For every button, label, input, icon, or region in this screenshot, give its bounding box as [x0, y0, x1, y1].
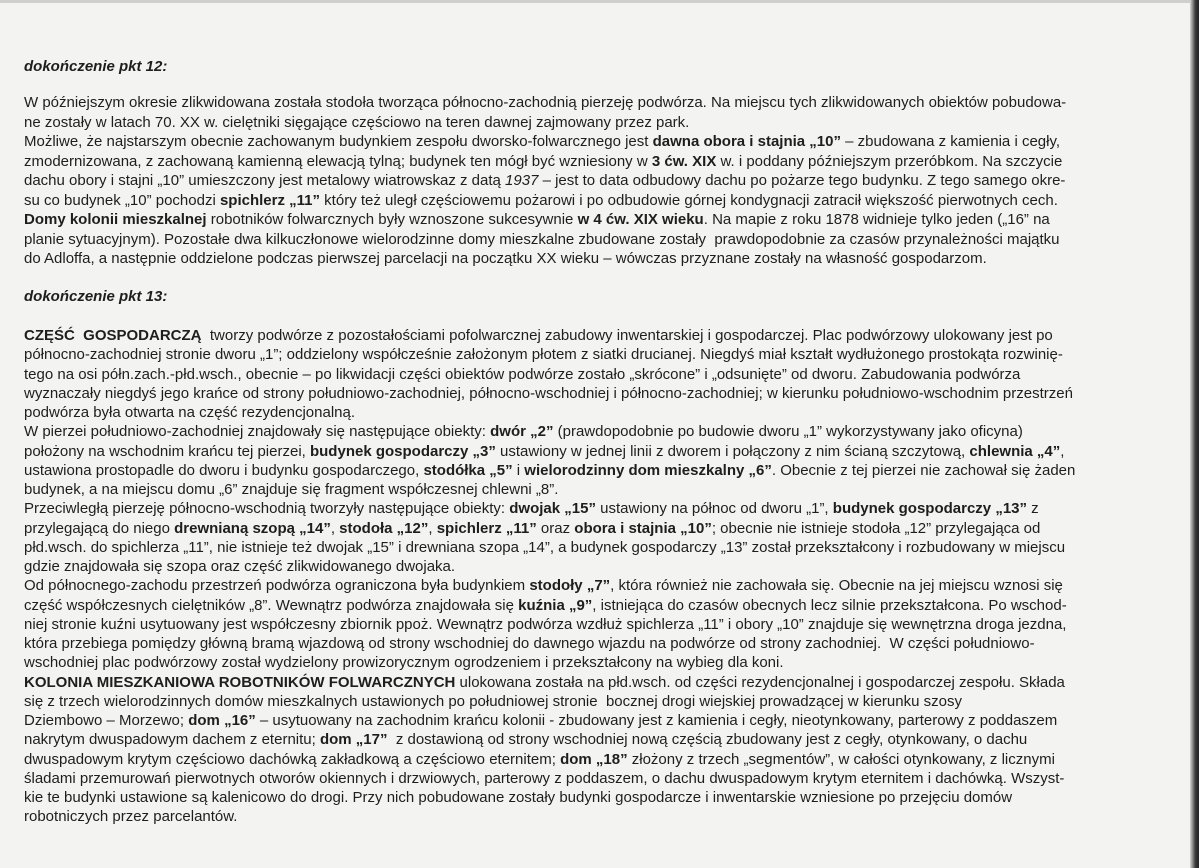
text-segment: planie sytuacyjnym). Pozostałe dwa kilkuczłonowe wielorodzinne domy mieszkalne zbudowane zostały prawdopodobnie za czasów przynależności majątku — [24, 230, 1060, 248]
text-line — [24, 93, 1184, 113]
text-segment: , — [330, 519, 340, 537]
text-line — [24, 788, 1184, 807]
text-segment: . Na mapie z roku 1878 widnieje tylko jeden („16” na — [703, 211, 1050, 228]
text-line — [24, 576, 1184, 595]
text-line — [24, 615, 1184, 634]
text-segment: do Adloffa, a następnie oddzielone podczas pierwszej parcelacji na początku XX wieku – wówczas przyznane zostały na własność gospodarzom. — [24, 250, 987, 267]
bold-text: wielorodzinny dom mieszkalny „6” — [524, 461, 772, 479]
bold-text: budynek gospodarczy „3” — [309, 442, 496, 460]
bold-text: stodoły „7” — [529, 577, 611, 595]
scan-edge-right — [1190, 0, 1199, 868]
text-line — [24, 171, 1184, 191]
text-line — [24, 210, 1184, 230]
text-line — [24, 422, 1184, 441]
text-segment: nakrytym dwuspadowym dachem z eternitu; — [24, 731, 320, 749]
bold-text: w 4 ćw. XIX wieku — [577, 211, 704, 228]
text-line — [24, 345, 1184, 364]
text-segment: ustawiony na północ od dworu „1”, — [595, 500, 833, 518]
bold-text: kuźnia „9” — [518, 596, 593, 614]
bold-text: drewnianą szopą „14” — [174, 519, 331, 537]
text-line — [24, 403, 1184, 422]
text-line — [24, 711, 1184, 730]
text-line — [24, 480, 1184, 499]
bold-text: budynek gospodarczy „13” — [832, 500, 1027, 518]
bold-text: Domy kolonii mieszkalnej — [24, 211, 207, 228]
text-segment: w. i poddany późniejszym przeróbkom. Na szczycie — [716, 152, 1063, 170]
section-body-pkt-12 — [24, 93, 1184, 269]
text-line — [24, 769, 1184, 788]
text-line — [24, 538, 1184, 557]
text-segment: Przeciwległą pierzeję północno-wschodnią tworzyły następujące obiekty: — [24, 500, 510, 518]
text-segment: która przebiega pomiędzy główną bramą wjazdową od strony wschodniej do dawnego wjazdu na podwórze od strony zachodniej. W części południowo- — [24, 635, 1035, 652]
text-segment: niej stronie kuźni usytuowany jest współczesny zbiornik ppoż. Wewnątrz podwórza wzdłuż spichlerza „11” i obory „10” znajduje się wewnętrzna droga jezdna, — [24, 615, 1067, 633]
bold-text: spichlerz „11” — [436, 519, 537, 537]
italic-text: 1937 — [505, 172, 539, 189]
text-segment: Możliwe, że najstarszym obecnie zachowanym budynkiem zespołu dworsko-folwarcznego jest — [24, 133, 653, 150]
text-segment: Dziembowo – Morzewo; — [24, 712, 189, 729]
text-segment: – jest to data odbudowy dachu po pożarze tego budynku. Z tego samego okre- — [538, 172, 1066, 189]
text-line — [24, 191, 1184, 211]
bold-text: CZĘŚĆ GOSPODARCZĄ — [24, 327, 202, 344]
bold-text: spichlerz „11” — [219, 191, 321, 209]
text-segment: który też uległ częściowemu pożarowi i po odbudowie górnej kondygnacji zatracił większość pierwotnych cech. — [320, 191, 1058, 209]
text-segment: Od północnego-zachodu przestrzeń podwórza ograniczona była budynkiem — [24, 577, 530, 595]
text-segment: płd.wsch. do spichlerza „11”, nie istnieje też dwojak „15” i drewniana szopa „14”, a budynek gospodarczy „13” został przekształcony i rozbudowany w miejscu — [24, 538, 1066, 556]
text-segment: . Obecnie z tej pierzei nie zachował się żaden — [771, 461, 1076, 479]
text-segment: złożony z trzech „segmentów”, w całości otynkowany, z licznymi — [627, 750, 1055, 768]
text-line — [24, 499, 1184, 518]
text-segment: przylegającą do niego — [24, 519, 175, 537]
bold-text: chlewnia „4” — [969, 442, 1061, 460]
text-line — [24, 113, 1184, 133]
text-line — [24, 692, 1184, 711]
text-line — [24, 384, 1184, 403]
text-segment: zmodernizowana, z zachowaną kamienną elewacją tylną; budynek ten mógł być wzniesiony w — [24, 152, 652, 170]
bold-text: stodółka „5” — [423, 461, 513, 479]
text-segment: się z trzech wielorodzinnych domów mieszkalnych ustawionych po południowej stronie bocznej drogi wiejskiej prowadzącej w kierunku szosy — [24, 692, 962, 710]
text-segment: – usytuowany na zachodnim krańcu kolonii - zbudowany jest z kamienia i cegły, nieotynkowany, parterowy z poddaszem — [255, 712, 1058, 729]
section-heading-pkt-13: dokończenie pkt 13: — [24, 288, 168, 305]
bold-text: 3 ćw. XIX — [651, 152, 717, 170]
text-segment: robotników folwarcznych były wznoszone sukcesywnie — [206, 211, 578, 228]
text-segment: , istniejąca do czasów obecnych lecz silnie przekształcona. Po wschod- — [592, 596, 1067, 614]
bold-text: dom „18” — [560, 750, 628, 768]
section-heading-pkt-12: dokończenie pkt 12: — [24, 58, 168, 75]
text-segment: położony na wschodnim krańcu tej pierzei, — [24, 442, 310, 460]
scan-edge-top — [0, 0, 1199, 3]
text-segment: i — [512, 461, 525, 479]
text-line — [24, 730, 1184, 749]
text-segment: oraz — [536, 519, 575, 537]
text-segment: wyznaczały niegdyś jego krańce od strony południowo-zachodniej, północno-wschodniej i północno-zachodniej; w kierunku południowo-wschodnim przestrzeń — [24, 384, 1073, 402]
section-body-pkt-13 — [24, 326, 1184, 827]
text-segment: tego na osi półn.zach.-płd.wsch., obecnie – po likwidacji części obiektów podwórze zostało „skrócone” i „odsunięte” od dworu. Zabudowania podwórza — [24, 365, 1021, 383]
bold-text: dom „17” — [319, 731, 388, 749]
text-segment: z dostawioną od strony wschodniej nową częścią zbudowany jest z cegły, otynkowany, o dachu — [387, 731, 1028, 749]
text-line — [24, 230, 1184, 250]
text-segment: , — [428, 519, 437, 537]
text-line — [24, 326, 1184, 345]
bold-text: KOLONIA MIESZKANIOWA ROBOTNIKÓW FOLWARCZNYCH — [24, 673, 456, 691]
text-segment: – zbudowana z kamienia i cegły, — [841, 133, 1061, 150]
text-segment: śladami przemurowań pierwotnych otworów okiennych i drzwiowych, parterowy z poddaszem, o dachu dwuspadowym krytym eternitem i dachówką. Wszyst- — [24, 769, 1065, 787]
text-segment: ; obecnie nie istnieje stodoła „12” przylegająca od — [711, 519, 1041, 537]
bold-text: dawna obora i stajnia „10” — [652, 133, 841, 150]
text-segment: budynek, a na miejscu domu „6” znajduje się fragment współczesnej chlewni „8”. — [24, 481, 559, 498]
text-segment: robotniczych przez parcelantów. — [24, 808, 238, 826]
bold-text: stodoła „12” — [339, 519, 429, 537]
bold-text: obora i stajnia „10” — [574, 519, 712, 537]
text-line — [24, 634, 1184, 653]
text-line — [24, 132, 1184, 152]
text-segment: ne zostały w latach 70. XX w. cielętniki sięgające częściowo na teren dawnej zajmowany przez park. — [24, 113, 690, 131]
text-line — [24, 653, 1184, 672]
bold-text: dom „16” — [188, 712, 256, 729]
text-segment: ustawiony w jednej linii z dworem i połączony z nim ścianą szczytową, — [495, 442, 970, 460]
text-line — [24, 365, 1184, 384]
text-segment: W pierzei południowo-zachodniej znajdowały się następujące obiekty: — [24, 423, 491, 441]
text-segment: gdzie znajdowała się szopa oraz część zlikwidowanego dwojaka. — [24, 558, 456, 575]
text-line — [24, 249, 1184, 269]
text-line — [24, 673, 1184, 692]
text-line — [24, 807, 1184, 826]
text-line — [24, 750, 1184, 769]
text-segment: kie te budynki ustawione są kalenicowo do drogi. Przy nich pobudowane zostały budynki gospodarcze i inwentarskie wzniesione po przejęciu domów — [24, 789, 1013, 806]
text-segment: północno-zachodniej stronie dworu „1”; oddzielony współcześnie założonym płotem z siatki drucianej. Niegdyś miał kształt wydłużonego prostokąta rozwinię- — [24, 346, 1063, 364]
text-line — [24, 152, 1184, 172]
text-segment: , — [1060, 442, 1065, 460]
text-segment: ulokowana została na płd.wsch. od części rezydencjonalnej i gospodarczej zespołu. Składa — [455, 673, 1065, 691]
text-line — [24, 596, 1184, 615]
text-segment: wschodniej plac podwórzowy został wydzielony prowizorycznym ogrodzeniem i przekształcony na wybieg dla koni. — [24, 654, 784, 672]
text-segment: dachu obory i stajni „10” umieszczony jest metalowy wiatrowskaz z datą — [24, 172, 506, 189]
text-segment: podwórza była otwarta na część rezydencjonalną. — [24, 404, 356, 421]
text-segment: ustawiona prostopadle do dworu i budynku gospodarczego, — [24, 461, 424, 479]
bold-text: dwór „2” — [490, 423, 554, 441]
text-segment: część współczesnych cielętników „8”. Wewnątrz podwórza znajdowała się — [24, 596, 519, 614]
bold-text: dwojak „15” — [509, 500, 596, 518]
text-segment: tworzy podwórze z pozostałościami pofolwarcznej zabudowy inwentarskiej i gospodarczej. Plac podwórzowy ulokowany jest po — [201, 327, 1053, 344]
text-segment: , która również nie zachowała się. Obecnie na jej miejscu wznosi się — [610, 577, 1063, 595]
text-segment: su co budynek „10” pochodzi — [24, 191, 220, 209]
text-line — [24, 557, 1184, 576]
text-segment: dwuspadowym krytym częściowo dachówką zakładkową a częściowo eternitem; — [24, 750, 561, 768]
text-segment: (prawdopodobnie po budowie dworu „1” wykorzystywany jako oficyna) — [553, 423, 1023, 441]
text-line — [24, 442, 1184, 461]
text-segment: W późniejszym okresie zlikwidowana została stodoła tworząca północno-zachodnią pierzeję podwórza. Na miejscu tych zlikwidowanych obiektów pobudowa- — [24, 94, 1067, 111]
text-segment: z — [1027, 500, 1039, 518]
text-line — [24, 461, 1184, 480]
text-line — [24, 519, 1184, 538]
